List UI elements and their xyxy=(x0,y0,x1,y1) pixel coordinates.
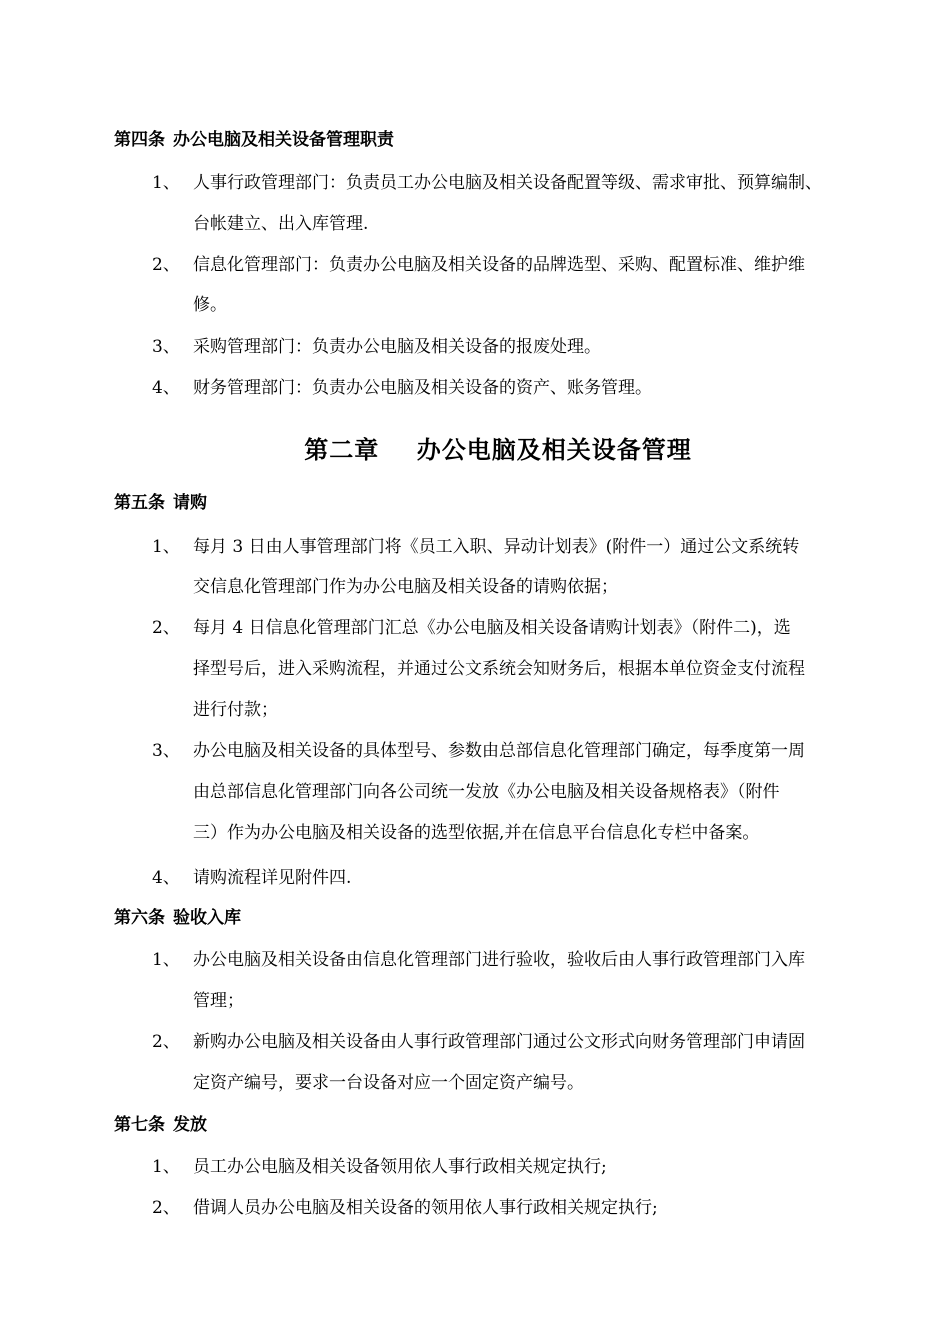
article-4-item-1-number: 1、 xyxy=(152,173,180,193)
article-7-heading xyxy=(114,1113,207,1137)
article-4-item-1-line-2: 台帐建立、出入库管理. xyxy=(193,214,369,234)
article-4-item-4-number: 4、 xyxy=(152,378,180,398)
article-4-item-2-number: 2、 xyxy=(152,255,180,275)
article-5-item-3-number: 3、 xyxy=(152,741,180,761)
article-7-number: 第七条 xyxy=(114,1115,165,1135)
article-7-title: 发放 xyxy=(173,1115,207,1135)
article-6-item-2-line-2: 定资产编号，要求一台设备对应一个固定资产编号。 xyxy=(193,1073,584,1093)
article-4-item-3-line-1: 采购管理部门：负责办公电脑及相关设备的报废处理。 xyxy=(193,337,601,357)
article-5-item-3-line-3: 三）作为办公电脑及相关设备的选型依据,并在信息平台信息化专栏中备案。 xyxy=(193,823,760,843)
article-7-item-2-number: 2、 xyxy=(152,1198,180,1218)
article-4-item-4-line-1: 财务管理部门：负责办公电脑及相关设备的资产、账务管理。 xyxy=(193,378,652,398)
article-6-item-2-line-1: 新购办公电脑及相关设备由人事行政管理部门通过公文形式向财务管理部门申请固 xyxy=(193,1032,805,1052)
article-5-item-1-line-1: 每月 3 日由人事管理部门将《员工入职、异动计划表》(附件一）通过公文系统转 xyxy=(193,537,800,557)
article-4-item-2-line-1: 信息化管理部门：负责办公电脑及相关设备的品牌选型、采购、配置标准、维护维 xyxy=(193,255,805,275)
article-6-item-1-line-2: 管理； xyxy=(193,991,244,1011)
article-4-title: 办公电脑及相关设备管理职责 xyxy=(173,130,394,150)
article-6-item-1-line-1: 办公电脑及相关设备由信息化管理部门进行验收，验收后由人事行政管理部门入库 xyxy=(193,950,805,970)
article-4-item-3-number: 3、 xyxy=(152,337,180,357)
article-4-heading xyxy=(114,128,394,152)
chapter-title: 第二章 办公电脑及相关设备管理 xyxy=(304,435,692,464)
article-6-item-2-number: 2、 xyxy=(152,1032,180,1052)
article-4-item-1-line-1: 人事行政管理部门：负责员工办公电脑及相关设备配置等级、需求审批、预算编制、 xyxy=(193,173,822,193)
article-5-item-3-line-1: 办公电脑及相关设备的具体型号、参数由总部信息化管理部门确定，每季度第一周 xyxy=(193,741,805,761)
article-7-item-2-line-1: 借调人员办公电脑及相关设备的领用依人事行政相关规定执行; xyxy=(193,1198,658,1218)
article-5-item-1-number: 1、 xyxy=(152,537,180,557)
article-5-item-3-line-2: 由总部信息化管理部门向各公司统一发放《办公电脑及相关设备规格表》（附件 xyxy=(193,782,780,802)
article-6-number: 第六条 xyxy=(114,908,165,928)
article-4-item-2-line-2: 修。 xyxy=(193,295,227,315)
article-4-number: 第四条 xyxy=(114,130,165,150)
article-5-title: 请购 xyxy=(173,493,207,513)
article-5-number: 第五条 xyxy=(114,493,165,513)
article-7-item-1-number: 1、 xyxy=(152,1157,180,1177)
article-6-item-1-number: 1、 xyxy=(152,950,180,970)
article-5-item-1-line-2: 交信息化管理部门作为办公电脑及相关设备的请购依据； xyxy=(193,577,618,597)
article-6-title: 验收入库 xyxy=(173,908,241,928)
article-5-heading xyxy=(114,491,207,515)
article-6-heading xyxy=(114,906,241,930)
article-5-item-4-number: 4、 xyxy=(152,868,180,888)
article-7-item-1-line-1: 员工办公电脑及相关设备领用依人事行政相关规定执行; xyxy=(193,1157,607,1177)
article-5-item-2-line-1: 每月 4 日信息化管理部门汇总《办公电脑及相关设备请购计划表》（附件二)，选 xyxy=(193,618,791,638)
article-5-item-4-line-1: 请购流程详见附件四. xyxy=(193,868,352,888)
article-5-item-2-number: 2、 xyxy=(152,618,180,638)
article-5-item-2-line-2: 择型号后，进入采购流程，并通过公文系统会知财务后，根据本单位资金支付流程 xyxy=(193,659,805,679)
article-5-item-2-line-3: 进行付款； xyxy=(193,700,278,720)
